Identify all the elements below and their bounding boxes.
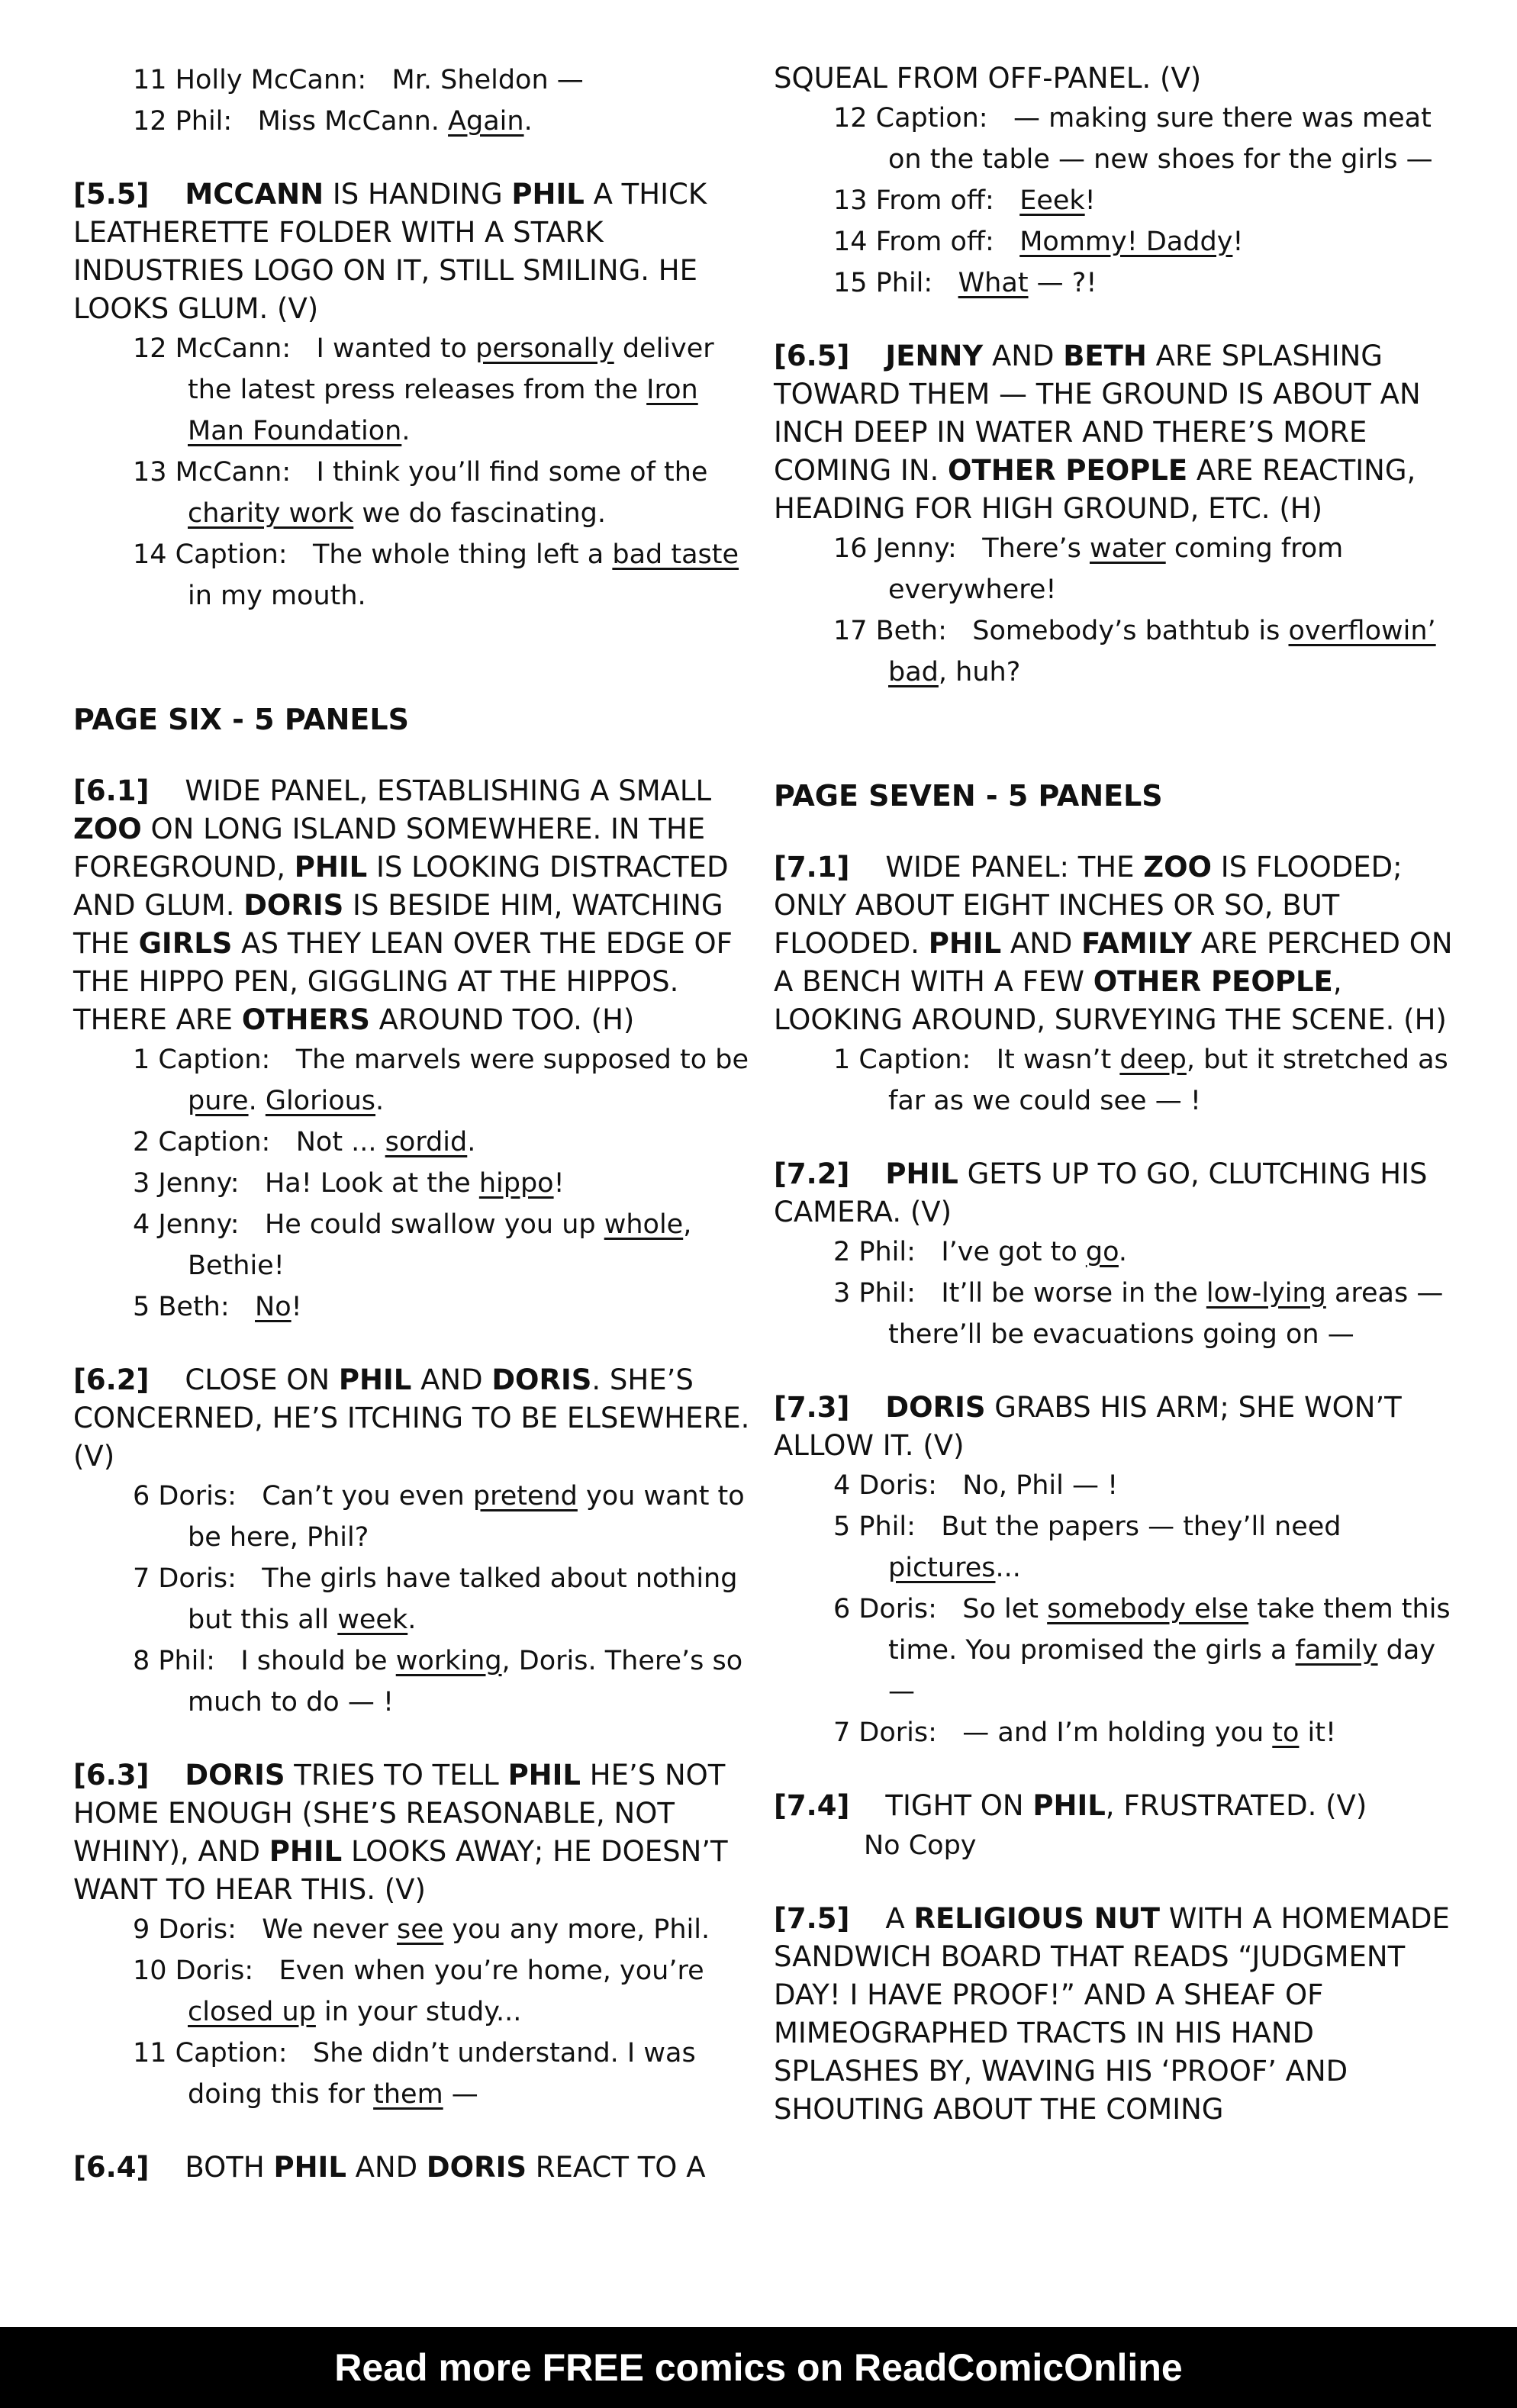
emphasis-text: bad taste [612, 539, 739, 570]
emphasis-text: to [1272, 1717, 1300, 1748]
panel-6-5-description: [6.5] JENNY AND BETH ARE SPLASHING TOWARD THEM — THE GROUND IS ABOUT AN INCH DEEP IN WATER AND THERE’S MORE COMING IN. OTHER PEOPLE ARE REACTING, HEADING FOR HIGH GROUND, ETC. (H) [774, 340, 1421, 525]
dialogue-line [73, 1204, 760, 1286]
line-text: . [375, 1086, 385, 1116]
dialogue-line [774, 1589, 1461, 1712]
emphasis-text: charity work [188, 498, 354, 529]
line-text: . [407, 1605, 417, 1635]
character-name: ZOO [73, 813, 142, 845]
line-speaker: 10 Doris: [133, 1956, 279, 1986]
line-text: He could swallow you up [264, 1209, 604, 1240]
desc-text: IS HANDING [324, 178, 512, 211]
line-speaker: 8 Phil: [133, 1646, 241, 1676]
line-speaker: 7 Doris: [133, 1563, 262, 1594]
character-name: BETH [1063, 340, 1147, 372]
line-speaker: 2 Caption: [133, 1127, 296, 1157]
character-name: DORIS [185, 1759, 285, 1792]
emphasis-text: No [255, 1292, 291, 1322]
character-name: GIRLS [138, 927, 233, 960]
line-text: ! [553, 1168, 565, 1199]
character-name: OTHER PEOPLE [1093, 965, 1333, 998]
line-text: There’s [982, 533, 1090, 564]
character-name: OTHER PEOPLE [948, 454, 1188, 487]
panel-5-5-lines [73, 328, 760, 616]
emphasis-text: What [958, 268, 1029, 298]
emphasis-text: pretend [472, 1481, 578, 1511]
panel-6-2-description: [6.2] CLOSE ON PHIL AND DORIS. SHE’S CONCERNED, HE’S ITCHING TO BE ELSEWHERE. (V) [73, 1363, 750, 1473]
line-text: I should be [240, 1646, 396, 1676]
line-text: Mr. Sheldon — [391, 65, 584, 95]
panel-label: [7.5] [774, 1902, 850, 1935]
footer-banner[interactable] [0, 2327, 1517, 2408]
character-name: PHIL [294, 851, 368, 884]
dialogue-line [774, 1231, 1461, 1273]
line-text: She didn’t understand. I was doing this for [188, 2038, 696, 2110]
emphasis-text: personally [475, 333, 614, 364]
line-speaker: 6 Doris: [833, 1594, 963, 1624]
line-text: But the papers — they’ll need [941, 1511, 1341, 1542]
character-name: PHIL [273, 2151, 346, 2184]
emphasis-text: overflowin’ bad [888, 616, 1436, 687]
line-text: I’ve got to [941, 1237, 1086, 1267]
line-text: it! [1299, 1717, 1337, 1748]
emphasis-text: them [373, 2079, 443, 2110]
panel-6-3-lines [73, 1909, 760, 2115]
panel-label: [6.2] [73, 1363, 150, 1396]
line-speaker: 12 Phil: [133, 106, 258, 137]
line-text: I think you’ll find some of the [316, 457, 708, 488]
line-speaker: 4 Doris: [833, 1470, 963, 1501]
line-text: Miss McCann. [257, 106, 449, 137]
emphasis-text: water [1089, 533, 1166, 564]
bold-mccann: MCCANN [185, 178, 324, 211]
emphasis-text: somebody else [1047, 1594, 1249, 1624]
line-speaker: 12 Caption: [833, 103, 1013, 134]
panel-label: [7.3] [774, 1391, 850, 1424]
footer-link-text[interactable]: Read more FREE comics on ReadComicOnline [334, 2346, 1183, 2389]
emphasis-text: low-lying [1206, 1278, 1326, 1309]
line-text: . [401, 416, 411, 446]
line-speaker: 5 Phil: [833, 1511, 942, 1542]
panel-7-3-description: [7.3] DORIS GRABS HIS ARM; SHE WON’T ALLOW IT. (V) [774, 1391, 1402, 1462]
emphasis-text: pure [188, 1086, 249, 1116]
line-speaker: 12 McCann: [133, 333, 317, 364]
panel-7-1-description: [7.1] WIDE PANEL: THE ZOO IS FLOODED; ONLY ABOUT EIGHT INCHES OR SO, BUT FLOODED. PHIL AND FAMILY ARE PERCHED ON A BENCH WITH A FEW OTHER PEOPLE, LOOKING AROUND, SURVEYING THE SCENE. (H) [774, 851, 1453, 1036]
line-text: in my mouth. [188, 581, 366, 611]
panel-7-3-lines [774, 1465, 1461, 1753]
line-speaker: 13 McCann: [133, 457, 317, 488]
emphasis-text: Glorious [265, 1086, 376, 1116]
dialogue-line [774, 528, 1461, 610]
character-name: JENNY [885, 340, 984, 372]
line-text: So let [962, 1594, 1048, 1624]
line-speaker: 17 Beth: [833, 616, 973, 646]
left-column [73, 60, 760, 2187]
panel-6-1-description: [6.1] WIDE PANEL, ESTABLISHING A SMALL ZOO ON LONG ISLAND SOMEWHERE. IN THE FOREGROUND, PHIL IS LOOKING DISTRACTED AND GLUM. DORIS IS BESIDE HIM, WATCHING THE GIRLS AS THEY LEAN OVER THE EDGE OF THE HIPPO PEN, GIGGLING AT THE HIPPOS. THERE ARE OTHERS AROUND TOO. (H) [73, 774, 733, 1036]
panel-6-3-description: [6.3] DORIS TRIES TO TELL PHIL HE’S NOT HOME ENOUGH (SHE’S REASONABLE, NOT WHINY), AND PHIL LOOKS AWAY; HE DOESN’T WANT TO HEAR THIS. (V) [73, 1759, 728, 1906]
line-text: — and I’m holding you [962, 1717, 1273, 1748]
emphasis-text: Mommy! Daddy [1019, 227, 1233, 257]
panel-6-1-lines [73, 1039, 760, 1328]
emphasis-text: sordid [385, 1127, 468, 1157]
line-text: ! [291, 1292, 302, 1322]
character-name: ZOO [1143, 851, 1213, 884]
line-text: — [443, 2079, 478, 2110]
line-speaker: 11 Holly McCann: [133, 65, 392, 95]
dialogue-line [73, 1039, 760, 1122]
dialogue-line [73, 328, 760, 452]
line-speaker: 3 Phil: [833, 1278, 942, 1309]
line-text: Even when you’re home, you’re [279, 1956, 704, 1986]
emphasis-text: go [1085, 1237, 1119, 1267]
dialogue-line [73, 1286, 760, 1328]
line-text: . [1118, 1237, 1128, 1267]
bold-phil: PHIL [511, 178, 585, 211]
emphasis-text: week [337, 1605, 408, 1635]
line-speaker: 6 Doris: [133, 1481, 262, 1511]
emphasis-text: see [396, 1914, 444, 1945]
emphasis-text: whole [604, 1209, 684, 1240]
character-name: PHIL [885, 1157, 958, 1190]
page-seven-heading: PAGE SEVEN - 5 PANELS [774, 779, 1163, 813]
line-text: . [467, 1127, 476, 1157]
line-speaker: 5 Beth: [133, 1292, 256, 1322]
character-name: DORIS [243, 889, 344, 922]
line-text: The girls have talked about nothing but this all [188, 1563, 738, 1635]
line-text: I wanted to [316, 333, 476, 364]
line-speaker: 11 Caption: [133, 2038, 313, 2068]
line-speaker: 14 From off: [833, 227, 1020, 257]
line-text: ! [1084, 185, 1096, 216]
dialogue-line [73, 1950, 760, 2033]
character-name: PHIL [507, 1759, 581, 1792]
line-text: Somebody’s bathtub is [972, 616, 1289, 646]
right-column [774, 60, 1461, 2129]
dialogue-line [73, 452, 760, 534]
line-speaker: 13 From off: [833, 185, 1020, 216]
line-text: ... [995, 1553, 1021, 1583]
dialogue-line [73, 1476, 760, 1558]
line-text: Ha! Look at the [264, 1168, 479, 1199]
line-speaker: 3 Jenny: [133, 1168, 265, 1199]
line-speaker: 14 Caption: [133, 539, 313, 570]
emphasis-text: hippo [478, 1168, 554, 1199]
dialogue-line [774, 1465, 1461, 1506]
emphasis-text: working [395, 1646, 502, 1676]
dialogue-line [73, 1163, 760, 1204]
dialogue-line [774, 98, 1461, 180]
dialogue-line [73, 101, 760, 142]
character-name: DORIS [426, 2151, 527, 2184]
dialogue-line [774, 1506, 1461, 1589]
panel-7-4-description: [7.4] TIGHT ON PHIL, FRUSTRATED. (V) [774, 1789, 1367, 1822]
dialogue-line [774, 1039, 1461, 1122]
continued-description: SQUEAL FROM OFF-PANEL. (V) [774, 62, 1202, 95]
panel-6-4-description: [6.4] BOTH PHIL AND DORIS REACT TO A [73, 2151, 706, 2184]
dialogue-line [774, 610, 1461, 693]
panel-7-5-description: [7.5] A RELIGIOUS NUT WITH A HOMEMADE SANDWICH BOARD THAT READS “JUDGMENT DAY! I HAVE PROOF!” AND A SHEAF OF MIMEOGRAPHED TRACTS IN HIS HAND SPLASHES BY, WAVING HIS ‘PROOF’ AND SHOUTING ABOUT THE COMING [774, 1902, 1450, 2126]
panel-6-5-lines [774, 528, 1461, 693]
character-name: RELIGIOUS NUT [913, 1902, 1161, 1935]
line-text: The whole thing left a [312, 539, 613, 570]
line-text: areas — there’ll be evacuations going on — [888, 1278, 1444, 1350]
line-text: We never [262, 1914, 397, 1945]
line-speaker: 16 Jenny: [833, 533, 983, 564]
panel-label: [6.1] [73, 774, 150, 807]
dialogue-line [73, 534, 760, 616]
dialogue-line [774, 180, 1461, 221]
dialogue-line [73, 1640, 760, 1723]
line-speaker: 2 Phil: [833, 1237, 942, 1267]
line-text: It’ll be worse in the [941, 1278, 1206, 1309]
emphasis-text: pictures [888, 1553, 996, 1583]
panel-label: [7.2] [774, 1157, 850, 1190]
line-text: — ?! [1028, 268, 1097, 298]
line-text: you any more, Phil. [443, 1914, 710, 1945]
character-name: DORIS [885, 1391, 986, 1424]
character-name: PHIL [269, 1835, 343, 1868]
line-text: deliver the latest press releases from the [188, 333, 714, 405]
emphasis-text: Again [448, 106, 524, 137]
character-name: DORIS [491, 1363, 592, 1396]
panel-label: [5.5] [73, 178, 150, 211]
dialogue-line [73, 60, 760, 101]
dialogue-line [774, 1273, 1461, 1355]
dialogue-line [774, 1712, 1461, 1753]
line-text: we do fascinating. [353, 498, 606, 529]
dialogue-line [73, 1122, 760, 1163]
line-speaker: 15 Phil: [833, 268, 958, 298]
line-text: . [523, 106, 533, 137]
character-name: PHIL [928, 927, 1002, 960]
line-text: ! [1232, 227, 1244, 257]
line-text: — making sure there was meat on the table — new shoes for the girls — [888, 103, 1433, 175]
panel-7-2-lines [774, 1231, 1461, 1355]
dialogue-line [774, 221, 1461, 262]
dialogue-line [73, 1558, 760, 1640]
panel-6-2-lines [73, 1476, 760, 1723]
panel-label: [7.1] [774, 851, 850, 884]
character-name: PHIL [1032, 1789, 1106, 1822]
dialogue-line [774, 262, 1461, 304]
line-text: . [248, 1086, 266, 1116]
panel-label: [6.4] [73, 2151, 150, 2184]
line-speaker: 1 Caption: [833, 1045, 997, 1075]
character-name: FAMILY [1081, 927, 1193, 960]
line-text: No, Phil — ! [962, 1470, 1119, 1501]
line-speaker: 1 Caption: [133, 1045, 296, 1075]
panel-7-2-description: [7.2] PHIL GETS UP TO GO, CLUTCHING HIS CAMERA. (V) [774, 1157, 1428, 1228]
page-six-heading: PAGE SIX - 5 PANELS [73, 703, 409, 736]
dialogue-line [73, 2033, 760, 2115]
right-top-lines [774, 98, 1461, 304]
emphasis-text: deep [1119, 1045, 1187, 1075]
panel-label: [6.5] [774, 340, 850, 372]
line-text: take them this time. You promised the girls a [888, 1594, 1451, 1666]
emphasis-text: Iron Man Foundation [188, 375, 698, 446]
line-speaker: 7 Doris: [833, 1717, 963, 1748]
line-text: coming from everywhere! [888, 533, 1344, 605]
line-text: , but it stretched as far as we could see — ! [888, 1045, 1448, 1116]
character-name: PHIL [338, 1363, 412, 1396]
line-text: Can’t you even [262, 1481, 473, 1511]
line-text: day — [888, 1635, 1436, 1707]
dialogue-line [73, 1909, 760, 1950]
left-top-lines [73, 60, 760, 142]
emphasis-text: Eeek [1019, 185, 1085, 216]
no-copy-note: No Copy [864, 1830, 977, 1861]
panel-7-1-lines [774, 1039, 1461, 1122]
character-name: OTHERS [241, 1003, 370, 1036]
line-speaker: 9 Doris: [133, 1914, 262, 1945]
desc-text: A THICK LEATHERETTE FOLDER WITH A STARK INDUSTRIES LOGO ON IT, STILL SMILING. HE LOOKS GLUM. (V) [73, 178, 707, 325]
line-text: It wasn’t [996, 1045, 1120, 1075]
line-text: you want to be here, Phil? [188, 1481, 745, 1553]
line-text: , huh? [938, 657, 1021, 687]
line-text: The marvels were supposed to be [295, 1045, 749, 1075]
line-text: in your study... [315, 1997, 522, 2027]
line-speaker: 4 Jenny: [133, 1209, 265, 1240]
emphasis-text: closed up [188, 1997, 316, 2027]
panel-5-5-description [73, 175, 760, 328]
line-text: , Doris. There’s so much to do — ! [188, 1646, 743, 1717]
panel-label: [6.3] [73, 1759, 150, 1792]
emphasis-text: family [1295, 1635, 1378, 1666]
panel-label: [7.4] [774, 1789, 850, 1822]
line-text: Not ... [295, 1127, 385, 1157]
line-text: , Bethie! [188, 1209, 692, 1281]
